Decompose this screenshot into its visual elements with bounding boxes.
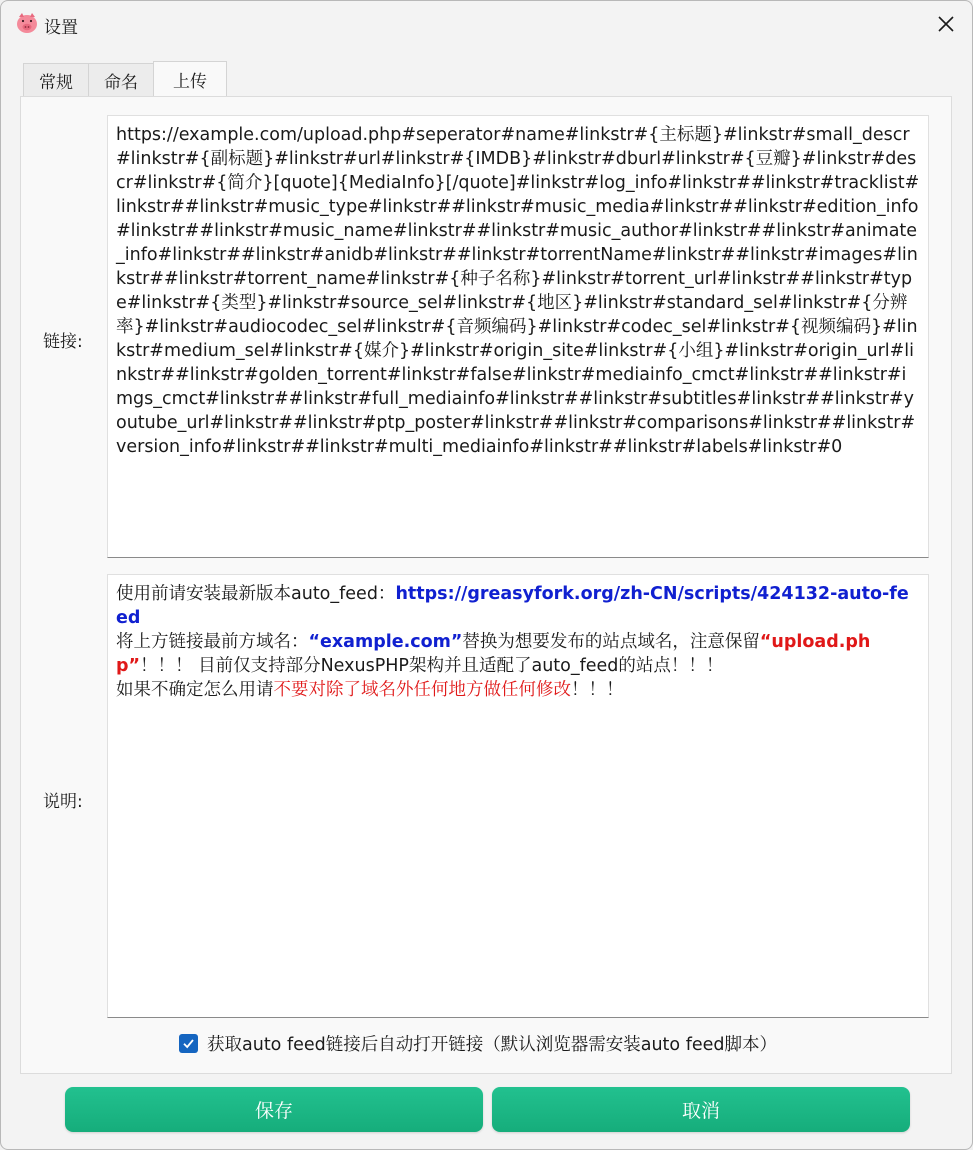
save-button[interactable]: 保存: [65, 1087, 483, 1132]
app-pig-icon: [15, 11, 39, 35]
do-not-modify-warning: 不要对除了域名外任何地方做任何修改: [273, 680, 571, 700]
cancel-button[interactable]: 取消: [492, 1087, 910, 1132]
tab-upload[interactable]: 上传: [153, 61, 227, 96]
checkmark-icon: [182, 1037, 195, 1050]
description-textarea[interactable]: [107, 574, 929, 1018]
tab-naming[interactable]: 命名: [88, 63, 154, 96]
description-line-1: [116, 582, 920, 630]
auto-open-label: 获取auto feed链接后自动打开链接（默认浏览器需安装auto feed脚本）: [207, 1035, 777, 1055]
window-title: 设置: [44, 18, 78, 38]
close-icon: [937, 15, 955, 33]
upload-php-text: “upload.php”: [116, 632, 871, 676]
tab-bar: [23, 63, 226, 97]
install-hint-text: 使用前请安装最新版本auto_feed：: [116, 584, 396, 604]
example-domain-text: “example.com”: [308, 632, 463, 652]
auto-open-checkbox[interactable]: [179, 1034, 198, 1053]
exclamation-text: ！！！: [571, 680, 624, 700]
link-textarea[interactable]: https://example.com/upload.php#seperator#name#linkstr#{主标题}#linkstr#small_descr#linkstr#{副标题}#linkstr#url#linkstr#{IMDB}#linkstr#dburl#linkstr#{豆瓣}#linkstr#descr#linkstr#{简介}[quote]{MediaInfo}[/quote]#linkstr#log_info#linkstr##linkstr#tracklist#linkstr##linkstr#music_type#linkstr##linkstr#music_media#linkstr##linkstr#edition_info#linkstr##linkstr#music_name#linkstr##linkstr#music_author#linkstr##linkstr#animate_info#linkstr##linkstr#anidb#linkstr##linkstr#torrentName#linkstr##linkstr#images#linkstr##linkstr#torrent_name#linkstr#{种子名称}#linkstr#torrent_url#linkstr##linkstr#type#linkstr#{类型}#linkstr#source_sel#linkstr#{地区}#linkstr#standard_sel#linkstr#{分辨率}#linkstr#audiocodec_sel#linkstr#{音频编码}#linkstr#codec_sel#linkstr#{视频编码}#linkstr#medium_sel#linkstr#{媒介}#linkstr#origin_site#linkstr#{小组}#linkstr#origin_url#linkstr##linkstr#golden_torrent#linkstr#false#linkstr#mediainfo_cmct#linkstr##linkstr#imgs_cmct#linkstr##linkstr#full_mediainfo#linkstr##linkstr#subtitles#linkstr##linkstr#youtube_url#linkstr##linkstr#ptp_poster#linkstr##linkstr#comparisons#linkstr##linkstr#version_info#linkstr##linkstr#multi_mediainfo#linkstr##linkstr#labels#linkstr#0: [107, 115, 929, 558]
description-label: 说明:: [43, 792, 83, 812]
tab-general[interactable]: 常规: [23, 63, 89, 96]
close-button[interactable]: [928, 7, 964, 41]
greasyfork-link: https://greasyfork.org/zh-CN/scripts/424132-auto-feed: [116, 584, 909, 628]
link-label: 链接:: [43, 332, 83, 352]
title-bar: [1, 1, 972, 47]
replace-hint-text: 替换为想要发布的站点域名，注意保留: [462, 632, 760, 652]
auto-open-option[interactable]: [179, 1031, 777, 1056]
upload-settings-panel: [20, 96, 952, 1074]
support-note-text: ！！！ 目前仅支持部分NexusPHP架构并且适配了auto_feed的站点！！！: [140, 656, 724, 676]
description-line-3: [116, 678, 920, 702]
unsure-text: 如果不确定怎么用请: [116, 680, 274, 700]
description-line-2: [116, 630, 920, 678]
replace-domain-text: 将上方链接最前方域名：: [116, 632, 309, 652]
